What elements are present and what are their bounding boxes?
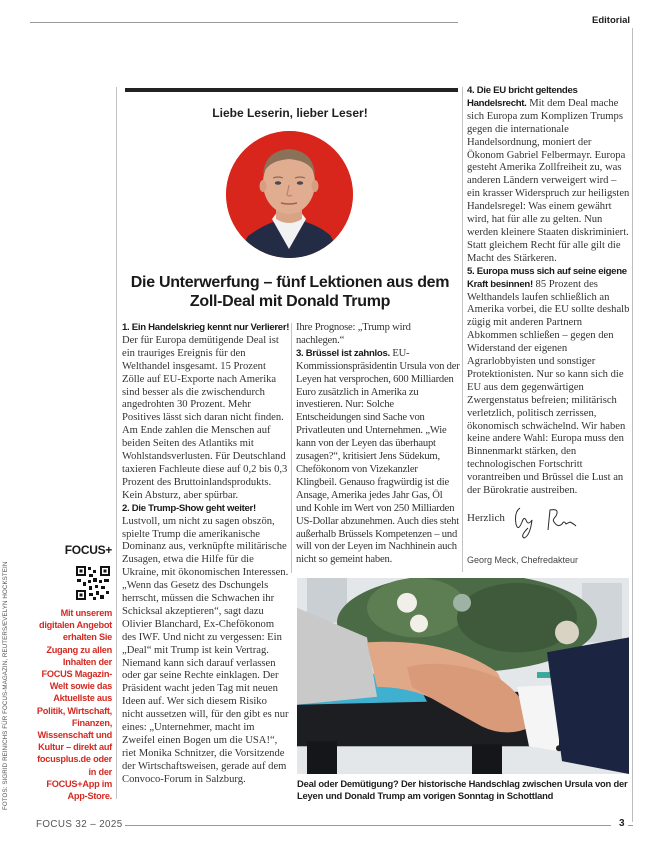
lesson-1-text: Der für Europa demütigende Deal ist ein trauriges Ereignis für den Welthandel insgesamt. 15 Prozent Zölle auf EU-Exporte nach Amerika sind besser als die zwischendurch angedrohten 30 Prozent. Mehr Positives lässt sich daran nicht finden. Am Ende zahlen die Menschen auf beiden Seiten des Atlantiks mit Wohlstandsverlusten. Für Deutschland taxieren Fachleute diese auf 0,2 bis 0,3 Prozent des Bruttoinlandsprodukts. Kein Absturz, aber spürbar.	[122, 334, 288, 501]
focus-plus-promo: Mit unserem digitalen Angebot erhalten Sie Zugang zu allen Inhalten der FOCUS Magazin-Welt sowie das Aktuellste aus Politik, Wirtschaft, Finanzen, Wissenschaft und Kultur – direkt auf focusplus.de oder in der FOCUS+App im App-Store.	[36, 608, 112, 802]
editorial-headline: Die Unterwerfung – fünf Lektionen aus dem Zoll-Deal mit Donald Trump	[130, 274, 450, 310]
footer-rule	[125, 825, 611, 826]
handshake-photo	[297, 578, 629, 774]
focus-plus-logo: FOCUS+	[64, 543, 112, 557]
lesson-2-continuation: Ihre Prognose: „Trump wird nachlegen.“	[296, 322, 411, 346]
section-label: Editorial	[592, 15, 631, 26]
editorial-column-1	[122, 322, 290, 787]
lesson-3-text: EU-Kommissionspräsidentin Ursula von der Leyen hat versprochen, 600 Milliarden Euro zusätzlich in Amerika zu investieren. Nur: Solche Entscheidungen sind Sache von Privatleuten und Unternehmen. „Wie kann von der Leyen das überhaupt zusagen?“, kritisiert Jens Südekum, Chefökonom von Vizekanzler Klingbeil. Genauso fragwürdig ist die Ansage, Amerika jedes Jahr Gas, Öl und Kohle im Wert von 250 Milliarden US-Dollar abzunehmen. Auch dies steht außerhalb Brüssels Kompetenzen – und will von der Leyen im Nachhinein auch nicht so gemeint haben.	[296, 347, 460, 566]
editorial-top-bar	[125, 88, 458, 92]
portrait-image	[226, 131, 353, 258]
issue-label: FOCUS 32 – 2025	[36, 819, 123, 830]
lesson-2-text: Lustvoll, um nicht zu sagen obszön, spielte Trump die amerikanische Dominanz aus, verknüpfte militärische Zusagen, etwa die Hilfe für die Ukraine, mit ökonomischen Interessen. „Wenn das Gesetz des Dschungels herrscht, müssen die Schwachen ihr Schicksal akzeptieren“, sagt dazu Olivier Blanchard, Ex-Chefökonom des IWF. Und nicht zu vergessen: Ein „Deal“ mit Trump ist kein Vertrag. Niemand kann sich darauf verlassen oder gar seine Rechte einklagen. Der Präsident wacht jeden Tag mit neuen Ideen auf. Wer sich diesem Risiko nicht aussetzen will, für den gibt es nur eines: „Unternehmer, macht im Zweifel einen Bogen um die USA!“, riet Monika Schnitzer, die Vorsitzende der Wirtschaftsweisen, gerade auf dem Convoco-Forum in Salzburg.	[122, 515, 289, 785]
lesson-5-title: 5. Europa muss sich auf seine eigene Kraft besinnen!	[467, 265, 627, 290]
header-rule	[30, 22, 458, 23]
handshake-image	[297, 578, 629, 774]
footer-rule-end	[628, 825, 633, 826]
greeting: Liebe Leserin, lieber Leser!	[212, 106, 368, 120]
lesson-2-title: 2. Die Trump-Show geht weiter!	[122, 502, 256, 514]
signature-image	[508, 502, 580, 540]
editorial-column-3	[467, 85, 631, 498]
qr-code-icon[interactable]	[75, 565, 111, 601]
column-divider-right	[462, 87, 463, 572]
photo-caption: Deal oder Demütigung? Der historische Handschlag zwischen Ursula von der Leyen und Donald Trump am vorigen Sonntag in Schottland	[297, 778, 628, 801]
editorial-column-2	[296, 322, 460, 567]
photo-credits: FOTOS: SIGRID REINICHS FÜR FOCUS-MAGAZIN, REUTERS/EVELYN HOCKSTEIN	[2, 561, 9, 810]
lesson-3	[296, 348, 460, 567]
lesson-1	[122, 322, 290, 503]
column-divider-left	[116, 87, 117, 799]
author-byline: Georg Meck, Chefredakteur	[467, 555, 579, 565]
lesson-3-title: 3. Brüssel ist zahnlos.	[296, 347, 390, 359]
lesson-5-text: 85 Prozent des Welthandels laufen schließlich an Amerika vorbei, die EU sollte deshalb zügig mit anderen Partnern Abkommen schließen – gegen den Widerstand der eigenen Agrarlobbyisten und sonstiger Protektionisten. Nur so kann sich die EU aus dem gegenwärtigen Zwergenstatus befreien; militärisch verletzlich, politisch zerrissen, ökonomisch schwächelnd. Wir haben keine andere Wahl: Europa muss den Binnenmarkt stärken, den technologischen Fortschritt vorantreiben und Brüssel die Lust an der Bürokratie austreiben.	[467, 278, 630, 497]
page-number: 3	[619, 818, 625, 829]
lesson-4-title: 4. Die EU bricht geltendes Handelsrecht.	[467, 85, 578, 109]
closing-salutation: Herzlich	[467, 512, 505, 524]
lesson-5	[467, 266, 631, 498]
lesson-4	[467, 85, 631, 266]
author-portrait	[226, 131, 353, 258]
lesson-2	[122, 503, 290, 787]
lesson-4-text: Mit dem Deal mache sich Europa zum Komplizen Trumps gegen die internationale Handelsordnung, moniert der Ökonom Gabriel Felbermayr. Europa gesteht Amerika Zollfreiheit zu, was anderen Ländern verweigert wird – ein krasser Widerspruch zur heiligsten Handelsregel: Was einem gewährt wird, hat für alle zu gelten. Nun werden kleinere Staaten diskriminiert. Statt gleichem Recht für alle gilt die Macht des Stärkeren.	[467, 97, 630, 264]
page-frame-right	[632, 28, 633, 822]
lesson-1-title: 1. Ein Handelskrieg kennt nur Verlierer!	[122, 322, 290, 333]
column-divider-middle	[291, 323, 292, 573]
